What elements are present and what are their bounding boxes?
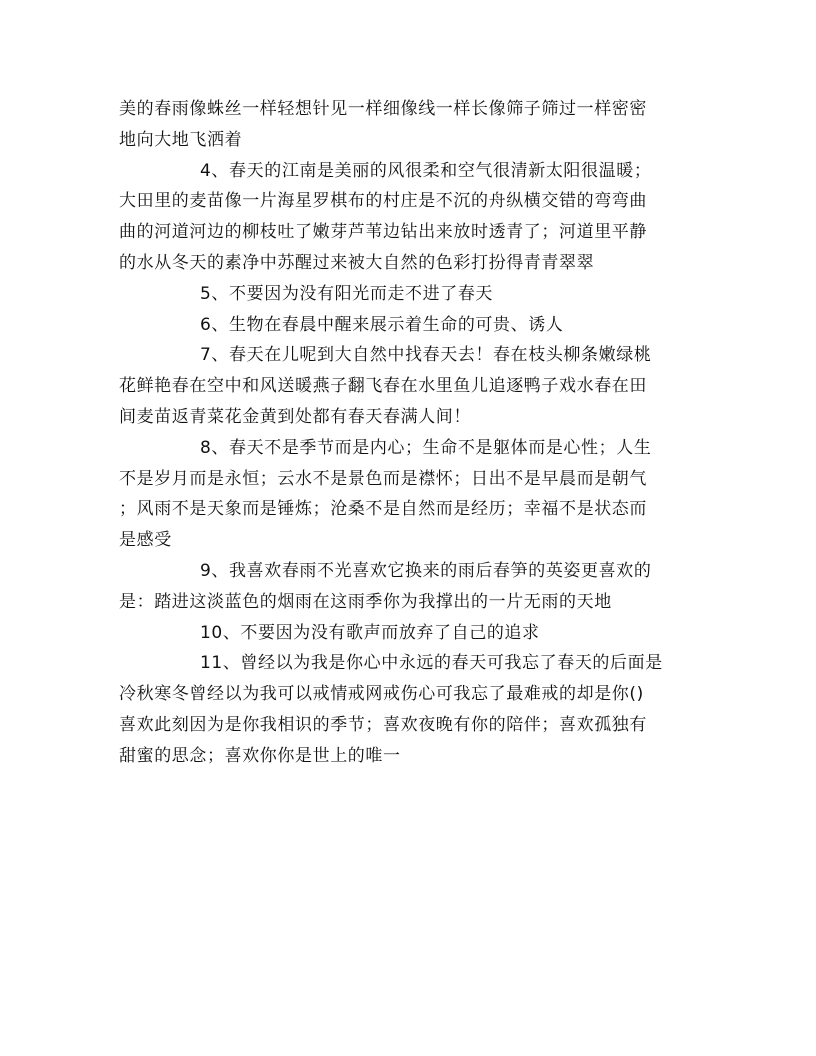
- text-line: 7、春天在儿呢到大自然中找春天去！春在枝头柳条嫩绿桃: [200, 345, 652, 366]
- text-line: 冷秋寒冬曾经以为我可以戒情戒网戒伤心可我忘了最难戒的却是你(): [119, 684, 644, 705]
- text-line: 大田里的麦苗像一片海星罗棋布的村庄是不沉的舟纵横交错的弯弯曲: [119, 191, 647, 212]
- text-line: 9、我喜欢春雨不光喜欢它换来的雨后春笋的英姿更喜欢的: [200, 560, 652, 581]
- text-line: 花鲜艳春在空中和风送暖燕子翻飞春在水里鱼儿追逐鸭子戏水春在田: [119, 376, 647, 397]
- text-line: ；风雨不是天象而是锤炼；沧桑不是自然而是经历；幸福不是状态而: [119, 499, 647, 520]
- text-line: 是：踏进这淡蓝色的烟雨在这雨季你为我撑出的一片无雨的天地: [119, 591, 612, 612]
- text-line: 甜蜜的思念；喜欢你你是世上的唯一: [119, 745, 401, 766]
- text-line: 间麦苗返青菜花金黄到处都有春天春满人间！: [119, 406, 471, 427]
- text-line: 4、春天的江南是美丽的风很柔和空气很清新太阳很温暖；: [200, 160, 652, 181]
- text-line: 10、不要因为没有歌声而放弃了自己的追求: [200, 622, 540, 643]
- text-line: 曲的河道河边的柳枝吐了嫩芽芦苇边钻出来放时透青了；河道里平静: [119, 222, 647, 243]
- text-line: 地向大地飞洒着: [119, 129, 243, 150]
- text-line: 6、生物在春晨中醒来展示着生命的可贵、诱人: [200, 314, 564, 335]
- text-line: 5、不要因为没有阳光而走不进了春天: [200, 283, 494, 304]
- text-line: 美的春雨像蛛丝一样轻想针见一样细像线一样长像筛子筛过一样密密: [119, 99, 647, 119]
- text-line: 喜欢此刻因为是你我相识的季节；喜欢夜晚有你的陪伴；喜欢孤独有: [119, 714, 647, 735]
- text-line: 是感受: [119, 530, 172, 551]
- text-line: 不是岁月而是永恒；云水不是景色而是襟怀；日出不是早晨而是朝气: [119, 468, 647, 489]
- document-body: [119, 94, 699, 772]
- text-line: 8、春天不是季节而是内心；生命不是躯体而是心性；人生: [200, 437, 652, 458]
- text-line: 的水从冬天的素净中苏醒过来被大自然的色彩打扮得青青翠翠: [119, 252, 595, 273]
- text-line: 11、曾经以为我是你心中永远的春天可我忘了春天的后面是: [200, 653, 663, 674]
